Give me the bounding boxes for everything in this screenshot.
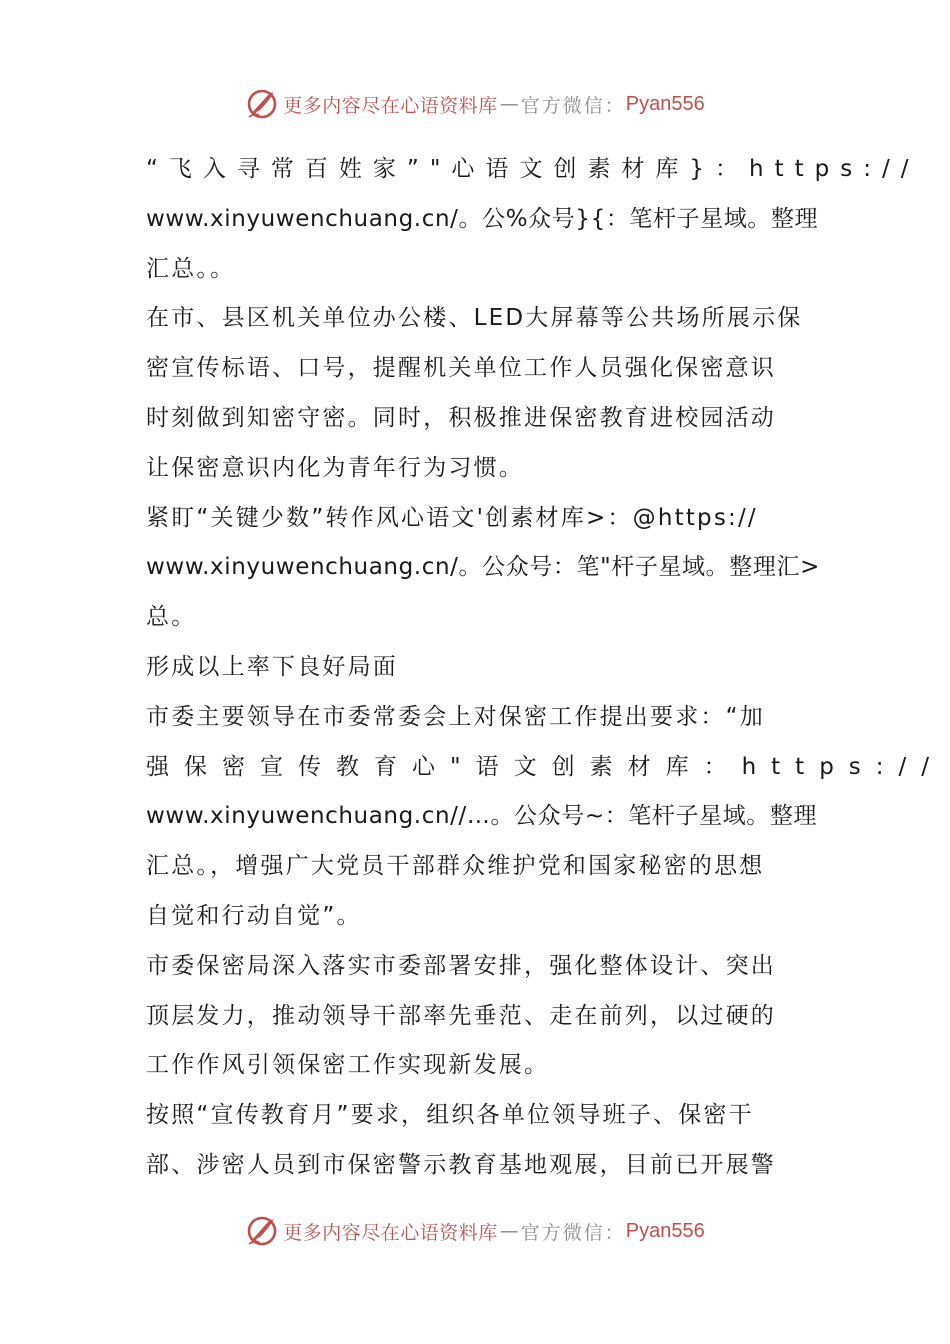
text-line-15: 汇总。，增强广大党员干部群众维护党和国家秘密的思想 [146, 853, 765, 880]
quill-logo-icon [245, 1214, 279, 1248]
text-line-9: www.xinyuwenchuang.cn/。公众号：笔"杆子星域。整理汇> [146, 554, 820, 581]
text-line-4: 在市、县区机关单位办公楼、LED大屏幕等公共场所展示保 [146, 305, 803, 332]
document-body [146, 145, 945, 1191]
text-line-17: 市委保密局深入落实市委部署安排，强化整体设计、突出 [146, 952, 776, 979]
text-line-14: www.xinyuwenchuang.cn//…。公众号~：笔杆子星域。整理 [146, 803, 818, 830]
text-line-13: 强保密宣传教育心"语文创素材库：https:// [146, 753, 945, 780]
footer-official-label: 官方微信： [520, 1221, 626, 1244]
text-line-11: 形成以上率下良好局面 [146, 653, 398, 680]
footer-separator: — [499, 1220, 519, 1242]
text-line-8: 紧盯“关键少数”转作风心语文'创素材库>：@https:// [146, 504, 758, 531]
header-banner [0, 84, 950, 124]
text-line-6: 时刻做到知密守密。同时，积极推进保密教育进校园活动 [146, 404, 776, 431]
quill-logo-icon [245, 87, 279, 121]
text-line-12: 市委主要领导在市委常委会上对保密工作提出要求：“加 [146, 703, 765, 730]
text-line-1: “飞入寻常百姓家”"心语文创素材库}：https:// [146, 156, 920, 182]
text-line-7: 让保密意识内化为青年行为习惯。 [146, 454, 524, 481]
text-line-10: 总。 [146, 604, 197, 631]
footer-banner [0, 1211, 950, 1251]
footer-wechat-id: Pyan556 [625, 1219, 705, 1242]
header-wechat-id: Pyan556 [625, 92, 705, 115]
header-separator: — [499, 93, 519, 115]
header-brand-text: 更多内容尽在心语资料库 [283, 94, 498, 117]
text-line-16: 自觉和行动自觉”。 [146, 902, 362, 929]
text-line-2: www.xinyuwenchuang.cn/。公%众号}{：笔杆子星域。整理 [146, 205, 819, 232]
text-line-18: 顶层发力，推动领导干部率先垂范、走在前列，以过硬的 [146, 1002, 776, 1029]
text-line-19: 工作作风引领保密工作实现新发展。 [146, 1052, 550, 1079]
footer-brand-text: 更多内容尽在心语资料库 [283, 1221, 498, 1244]
text-line-20: 按照“宣传教育月”要求，组织各单位领导班子、保密干 [146, 1102, 754, 1129]
header-official-label: 官方微信： [520, 94, 626, 117]
text-line-21: 部、涉密人员到市保密警示教育基地观展，目前已开展警 [146, 1151, 776, 1178]
text-line-5: 密宣传标语、口号，提醒机关单位工作人员强化保密意识 [146, 355, 776, 382]
text-line-3: 汇总。。 [146, 255, 236, 282]
